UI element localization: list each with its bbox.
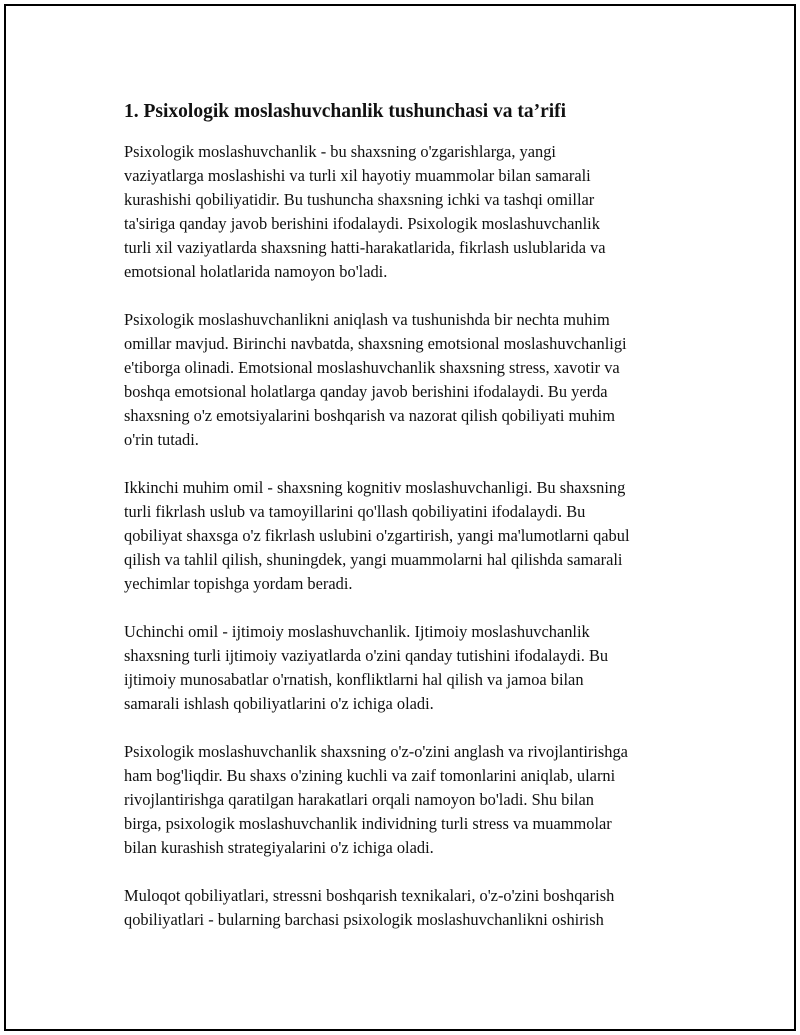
paragraph-line: Muloqot qobiliyatlari, stressni boshqarish texnikalari, o'z-o'zini boshqarish (124, 886, 615, 905)
paragraph-line: turli xil vaziyatlarda shaxsning hatti-harakatlarida, fikrlash uslublarida va (124, 238, 606, 257)
paragraph-line: samarali ishlash qobiliyatlarini o'z ichiga oladi. (124, 694, 434, 713)
section-title: 1. Psixologik moslashuvchanlik tushunchasi va ta’rifi (124, 101, 567, 122)
paragraph-line: qilish va tahlil qilish, shuningdek, yangi muammolarni hal qilishda samarali (124, 550, 623, 569)
paragraph-line: boshqa emotsional holatlarga qanday javob berishini ifodalaydi. Bu yerda (124, 382, 608, 401)
paragraph-line: turli fikrlash uslub va tamoyillarini qo'llash qobiliyatini ifodalaydi. Bu (124, 502, 586, 521)
paragraph-line: yechimlar topishga yordam beradi. (124, 574, 353, 593)
paragraph-line: birga, psixologik moslashuvchanlik individning turli stress va muammolar (124, 814, 612, 833)
paragraph (124, 308, 704, 452)
paragraph-line: bilan kurashish strategiyalarini o'z ichiga oladi. (124, 838, 434, 857)
paragraph-line: Uchinchi omil - ijtimoiy moslashuvchanlik. Ijtimoiy moslashuvchanlik (124, 622, 590, 641)
paragraph (124, 476, 704, 596)
paragraph-line: emotsional holatlarida namoyon bo'ladi. (124, 262, 388, 281)
paragraph-list (124, 140, 704, 932)
paragraph-line: shaxsning turli ijtimoiy vaziyatlarda o'zini qanday tutishini ifodalaydi. Bu (124, 646, 609, 665)
paragraph-line: rivojlantirishga qaratilgan harakatlari orqali namoyon bo'ladi. Shu bilan (124, 790, 594, 809)
paragraph-line: omillar mavjud. Birinchi navbatda, shaxsning emotsional moslashuvchanligi (124, 334, 627, 353)
paragraph-line: Psixologik moslashuvchanlikni aniqlash va tushunishda bir nechta muhim (124, 310, 610, 329)
paragraph-line: ham bog'liqdir. Bu shaxs o'zining kuchli va zaif tomonlarini aniqlab, ularni (124, 766, 616, 785)
paragraph-line: Psixologik moslashuvchanlik - bu shaxsning o'zgarishlarga, yangi (124, 142, 556, 161)
document-body (124, 98, 704, 956)
paragraph-line: vaziyatlarga moslashishi va turli xil hayotiy muammolar bilan samarali (124, 166, 591, 185)
paragraph (124, 620, 704, 716)
paragraph-line: e'tiborga olinadi. Emotsional moslashuvchanlik shaxsning stress, xavotir va (124, 358, 620, 377)
page-border (4, 4, 796, 1031)
paragraph (124, 140, 704, 284)
paragraph-line: ta'siriga qanday javob berishini ifodalaydi. Psixologik moslashuvchanlik (124, 214, 600, 233)
paragraph (124, 884, 704, 932)
paragraph-line: ijtimoiy munosabatlar o'rnatish, konfliktlarni hal qilish va jamoa bilan (124, 670, 584, 689)
paragraph-line: qobiliyat shaxsga o'z fikrlash uslubini o'zgartirish, yangi ma'lumotlarni qabul (124, 526, 630, 545)
paragraph (124, 740, 704, 860)
paragraph-line: Psixologik moslashuvchanlik shaxsning o'z-o'zini anglash va rivojlantirishga (124, 742, 628, 761)
paragraph-line: kurashishi qobiliyatidir. Bu tushuncha shaxsning ichki va tashqi omillar (124, 190, 595, 209)
paragraph-line: o'rin tutadi. (124, 430, 199, 449)
paragraph-line: qobiliyatlari - bularning barchasi psixologik moslashuvchanlikni oshirish (124, 910, 604, 929)
paragraph-line: Ikkinchi muhim omil - shaxsning kognitiv moslashuvchanligi. Bu shaxsning (124, 478, 626, 497)
paragraph-line: shaxsning o'z emotsiyalarini boshqarish va nazorat qilish qobiliyati muhim (124, 406, 615, 425)
